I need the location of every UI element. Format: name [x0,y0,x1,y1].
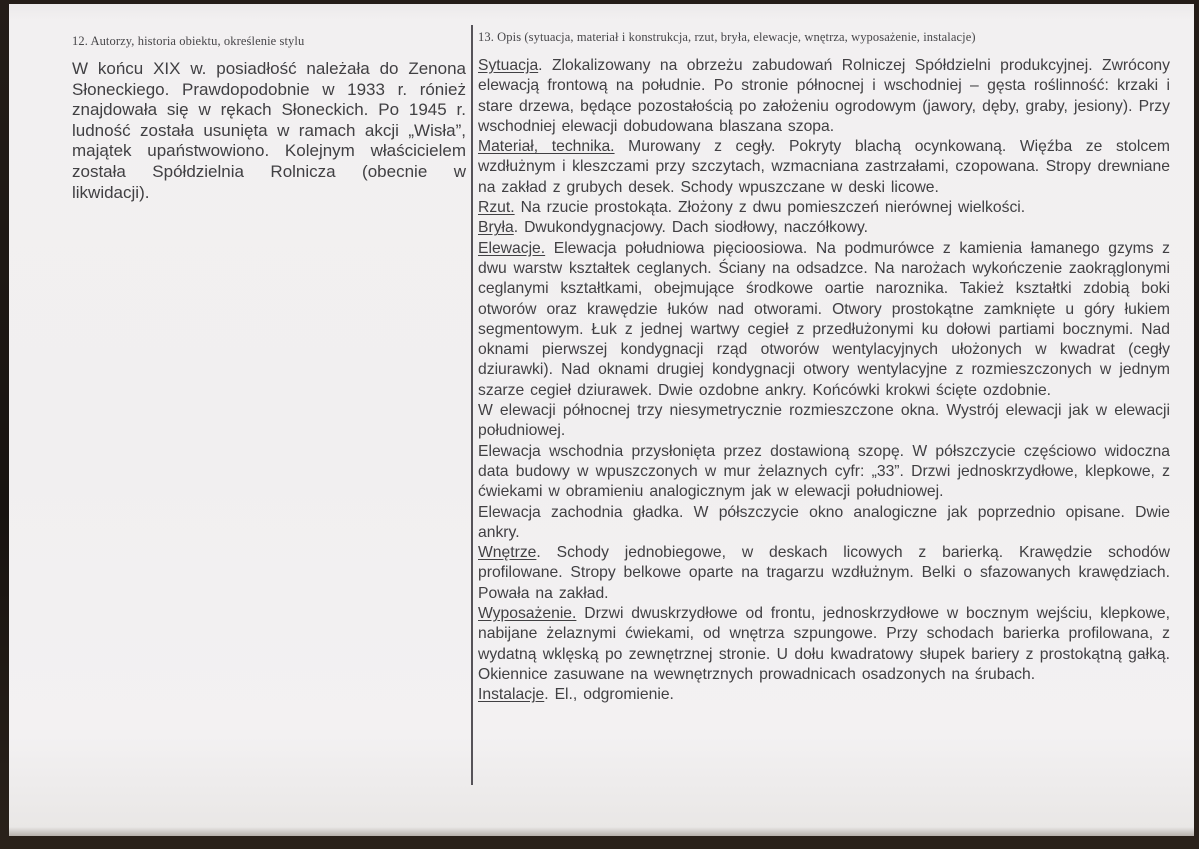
paragraph-label: Bryła [478,219,514,237]
description-paragraph-material-technika [478,137,1170,198]
paragraph-text: . Zlokalizowany na obrzeżu zabudowań Rolniczej Spółdzielni produkcyjnej. Zwrócony elewacją frontową na południe. Po stronie północnej i wschodniej – gęsta roślinność: krzaki i stare drzewa, będące pozostałością po założeniu ogrodowym (jawory, dęby, graby, jesiony). Przy wschodniej elewacji dobudowana blaszana szopa. [478,57,1170,135]
document-card [9,4,1194,836]
description-paragraph-elewacje [478,239,1170,401]
description-paragraph-elewacja-wschodnia [478,442,1170,503]
section-13-column [478,30,1170,706]
description-paragraph-instalacje [478,685,1170,705]
section-12-text: W końcu XIX w. posiadłość należała do Zenona Słoneckiego. Prawdopodobnie w 1933 r. rónież znajdowała się w rękach Słoneckich. Po 1945 r. ludność została usunięta w ramach akcji „Wisła”, majątek upaństwowiono. Kolejnym właścicielem została Spółdzielnia Rolnicza (obecnie w likwidacji). [72,59,466,202]
paragraph-label: Rzut. [478,199,515,217]
paragraph-text: . El., odgromienie. [544,686,674,704]
paragraph-label: Sytuacja [478,57,539,74]
description-paragraph-elewacja-polnocna [478,401,1170,442]
paragraph-label: Wyposażenie. [478,605,577,623]
paragraph-text: Drzwi dwuskrzydłowe od frontu, jednoskrzydłowe w bocznym wejściu, klepkowe, nabijane żelaznymi ćwiekami, od wnętrza szpungowe. Przy schodach barierka profilowana, z wydatną wklęską po zewnętrznej stronie. U dołu kwadratowy słupek bariery z prostokątną gałką. Okiennice zasuwane na wewnętrznych prowadnicach osadzonych na śrubach. [478,605,1170,683]
section-12-heading: 12. Autorzy, historia obiektu, określenie stylu [72,34,305,48]
section-13-heading: 13. Opis (sytuacja, materiał i konstrukcja, rzut, bryła, elewacje, wnętrza, wyposażenie, instalacje) [478,30,976,44]
description-paragraph-sytuacja [478,56,1170,137]
paragraph-text: . Schody jednobiegowe, w deskach licowych z barierką. Krawędzie schodów profilowane. Stropy belkowe oparte na tragarzu wzdłużnym. Belki o sfazowanych krawędziach. Powała na zakład. [478,544,1170,602]
section-13-text [478,56,1170,706]
column-divider [471,25,473,785]
paragraph-text: . Dwukondygnacjowy. Dach siodłowy, naczółkowy. [513,219,869,237]
paragraph-text: Na rzucie prostokąta. Złożony z dwu pomieszczeń nierównej wielkości. [514,199,1026,217]
paragraph-text: Elewacja południowa pięcioosiowa. Na podmurówce z kamienia łamanego gzyms z dwu warstw kształtek ceglanych. Ściany na odsadzce. Na narożach wykończenie zaokrąglonymi ceglanymi kształtkami, obejmujące środkowe oartie naroznika. Takież kształtki zdobią boki otworów oraz krawędzie łuków nad otworami. Otwory prostokątne zamknięte u góry łukiem segmentowym. Łuk z jednej wartwy cegieł z przedłużonymi ku dołowi partiami bocznymi. Nad oknami pierwszej kondygnacji rząd otworów wentylacyjnych ułożonych w kwadrat (cegły dziurawki). Nad oknami drugiej kondygnacji otwory wentylacyjne z rozmieszczonych w jednym szarze cegieł dziurawek. Dwie ozdobne ankry. Końcówki krokwi ścięte ozdobnie. [478,239,1170,399]
description-paragraph-wnetrze [478,543,1170,604]
paragraph-label: Elewacje. [478,239,546,257]
description-paragraph-elewacja-zachodnia [478,503,1170,544]
section-12-column [72,34,466,203]
description-paragraph-wyposazenie [478,604,1170,685]
paragraph-label: Instalacje [478,686,545,704]
description-paragraph-rzut [478,198,1170,218]
description-paragraph-bryla [478,218,1170,238]
paragraph-text: Elewacja zachodnia gładka. W półszczycie okno analogiczne jak poprzednio opisane. Dwie ankry. [478,503,1170,541]
paragraph-label: Wnętrze [478,544,537,562]
paragraph-text: Elewacja wschodnia przysłonięta przez dostawioną szopę. W półszczycie częściowo widoczna data budowy w wpuszczonych w mur żelaznych cyfr: „33”. Drzwi jednoskrzydłowe, klepkowe, z ćwiekami w obramieniu analogicznym jak w elewacji południowej. [478,442,1170,501]
paragraph-text: Murowany z cegły. Pokryty blachą ocynkowaną. Więźba ze stolcem wzdłużnym i kleszczami przy szczytach, wzmacniana zastrzałami, czopowana. Stropy drewniane na zakład z grubych desek. Schody wpuszczane w deski licowe. [478,138,1170,196]
paragraph-label: Materiał, technika. [478,138,615,156]
paragraph-text: W elewacji północnej trzy niesymetrycznie rozmieszczone okna. Wystrój elewacji jak w elewacji południowej. [478,402,1170,440]
